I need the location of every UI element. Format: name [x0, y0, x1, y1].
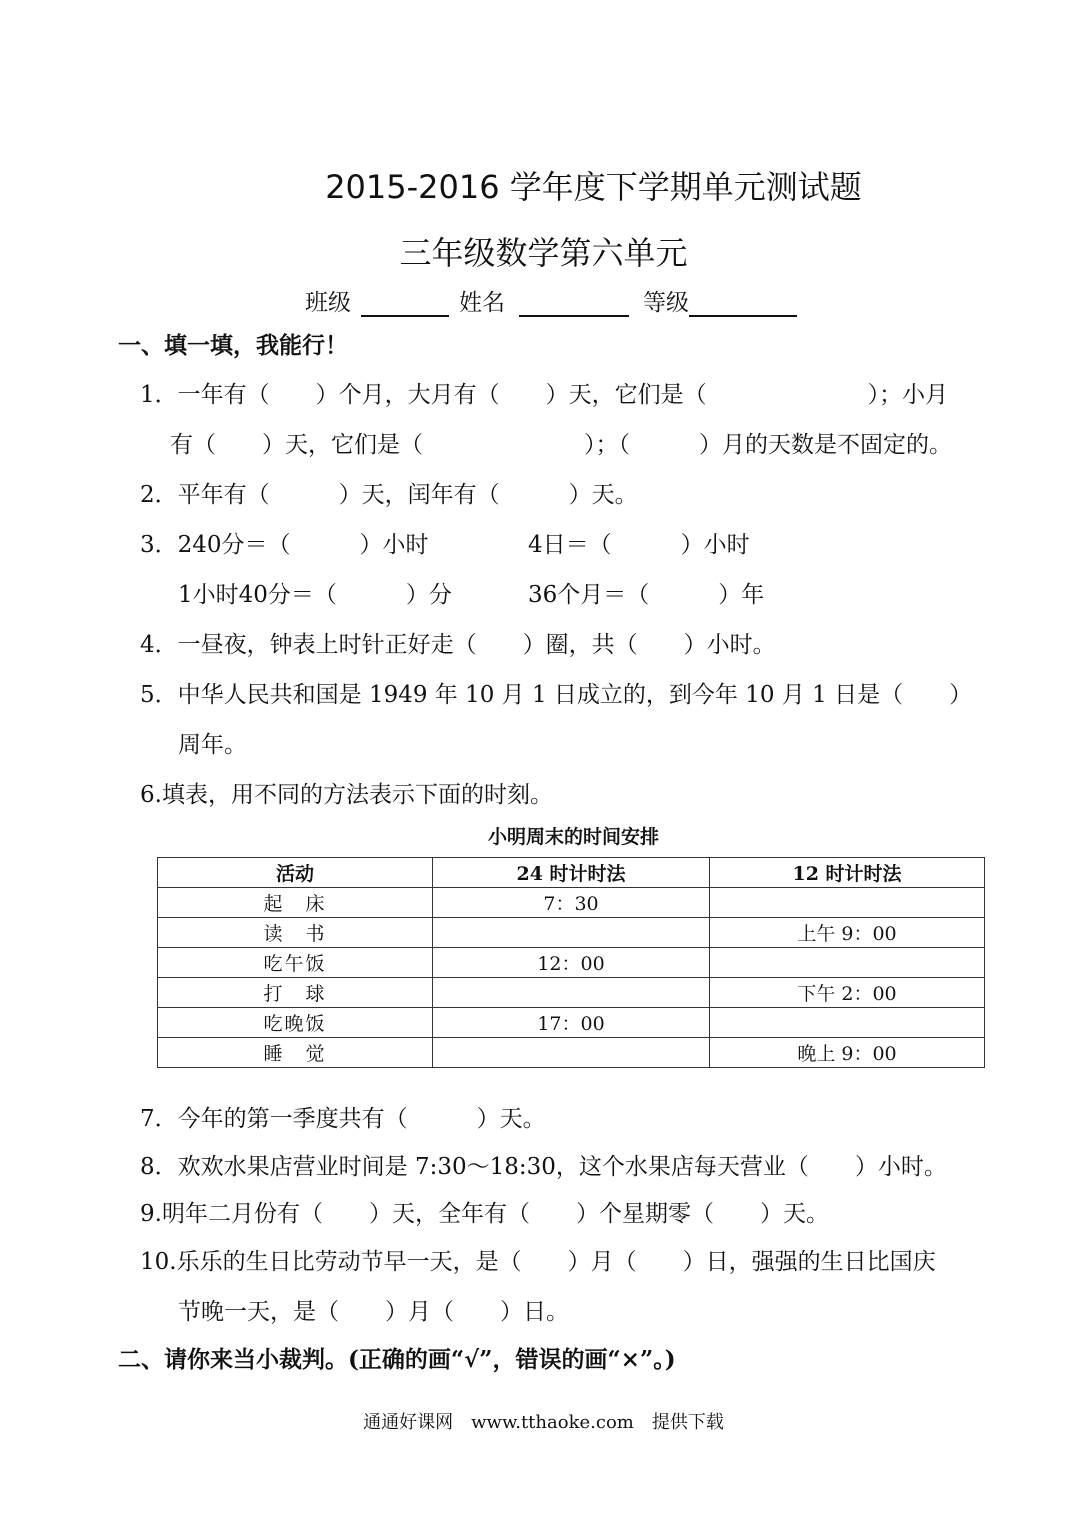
table-cell-activity: 读 书 [158, 918, 433, 948]
table-cell-24h[interactable]: 7：30 [433, 888, 710, 918]
class-label: 班级 [305, 290, 351, 316]
schedule-table [157, 857, 985, 1068]
student-info-line [305, 284, 807, 317]
table-cell-12h[interactable]: 晚上 9：00 [710, 1038, 985, 1068]
question-3c: 1小时40分＝（ ）分 [178, 582, 452, 608]
table-cell-24h[interactable] [433, 978, 710, 1008]
question-8: 8．欢欢水果店营业时间是 7:30～18:30，这个水果店每天营业（ ）小时。 [140, 1154, 947, 1180]
section2-heading: 二、请你来当小裁判。(正确的画“√”，错误的画“×”。) [118, 1346, 676, 1373]
question-3d: 36个月＝（ ）年 [528, 582, 765, 608]
table-cell-activity: 睡 觉 [158, 1038, 433, 1068]
question-10-line2: 节晚一天，是（ ）月（ ）日。 [178, 1299, 569, 1325]
table-header-activity: 活动 [158, 858, 433, 888]
grade-label: 等级 [643, 290, 689, 316]
question-9: 9.明年二月份有（ ）天，全年有（ ）个星期零（ ）天。 [140, 1201, 829, 1227]
class-blank[interactable] [361, 291, 449, 317]
table-row [158, 948, 985, 978]
name-blank[interactable] [519, 291, 629, 317]
question-5-line1: 5．中华人民共和国是 1949 年 10 月 1 日成立的，到今年 10 月 1 日是（ ） [140, 682, 973, 708]
table-row [158, 1038, 985, 1068]
question-7: 7．今年的第一季度共有（ ）天。 [140, 1106, 546, 1132]
page-title: 2015-2016 学年度下学期单元测试题 [325, 168, 862, 206]
table-cell-activity: 吃晚饭 [158, 1008, 433, 1038]
table-cell-activity: 吃午饭 [158, 948, 433, 978]
table-cell-12h[interactable] [710, 888, 985, 918]
table-cell-24h[interactable]: 12：00 [433, 948, 710, 978]
table-cell-24h[interactable] [433, 918, 710, 948]
grade-blank[interactable] [689, 291, 797, 317]
section1-heading: 一、填一填，我能行！ [118, 332, 348, 359]
question-2: 2．平年有（ ）天，闰年有（ ）天。 [140, 482, 638, 508]
question-6: 6.填表，用不同的方法表示下面的时刻。 [140, 782, 553, 808]
table-cell-activity: 打 球 [158, 978, 433, 1008]
question-10-line1: 10.乐乐的生日比劳动节早一天，是（ ）月（ ）日，强强的生日比国庆 [140, 1249, 936, 1275]
footer-text: 通通好课网 www.tthaoke.com 提供下载 [363, 1412, 724, 1433]
table-cell-activity: 起 床 [158, 888, 433, 918]
table-row [158, 918, 985, 948]
table-cell-12h[interactable]: 上午 9：00 [710, 918, 985, 948]
question-3a: 3．240分＝（ ）小时 [140, 532, 429, 558]
question-4: 4．一昼夜，钟表上时针正好走（ ）圈，共（ ）小时。 [140, 632, 776, 658]
table-header-row [158, 858, 985, 888]
table-cell-24h[interactable]: 17：00 [433, 1008, 710, 1038]
table-row [158, 978, 985, 1008]
question-3b: 4日＝（ ）小时 [528, 532, 750, 558]
table-header-24h: 24 时计时法 [433, 858, 710, 888]
table-cell-12h[interactable] [710, 1008, 985, 1038]
name-label: 姓名 [459, 290, 505, 316]
table-row [158, 1008, 985, 1038]
table-title: 小明周末的时间安排 [487, 826, 659, 848]
table-cell-12h[interactable]: 下午 2：00 [710, 978, 985, 1008]
page-subtitle: 三年级数学第六单元 [399, 234, 688, 272]
question-1-line2: 有（ ）天，它们是（ ）；（ ）月的天数是不固定的。 [170, 432, 952, 458]
table-row [158, 888, 985, 918]
table-cell-24h[interactable] [433, 1038, 710, 1068]
question-1-line1: 1．一年有（ ）个月，大月有（ ）天，它们是（ ）；小月 [140, 382, 949, 408]
question-5-line2: 周年。 [178, 732, 247, 758]
table-header-12h: 12 时计时法 [710, 858, 985, 888]
table-cell-12h[interactable] [710, 948, 985, 978]
